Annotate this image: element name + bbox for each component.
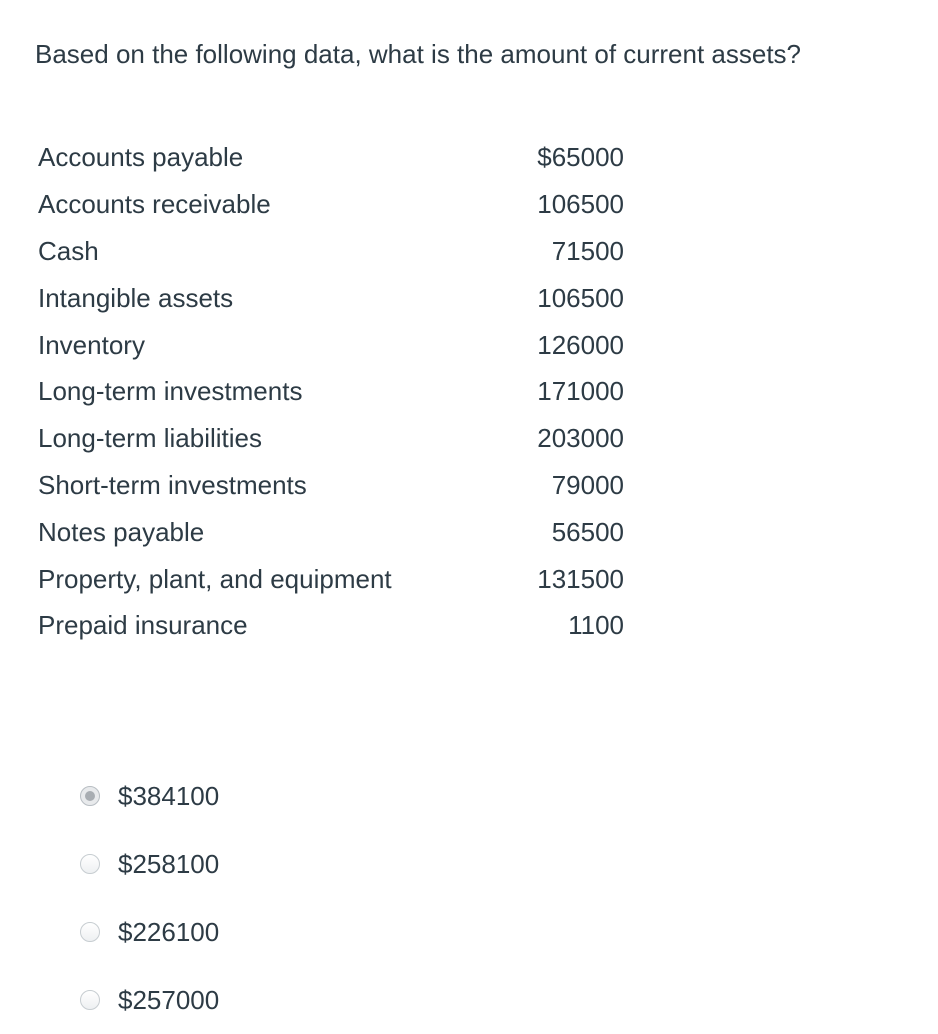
row-label: Prepaid insurance — [38, 610, 248, 641]
table-row — [38, 321, 624, 368]
row-value: $65000 — [537, 142, 624, 173]
row-value: 1100 — [568, 610, 624, 641]
radio-button[interactable] — [80, 854, 100, 874]
table-row — [38, 274, 624, 321]
row-label: Long-term investments — [38, 376, 303, 407]
table-row — [38, 368, 624, 415]
row-value: 106500 — [537, 282, 624, 313]
answer-option-2[interactable] — [80, 830, 219, 898]
answer-options — [80, 762, 219, 1034]
row-value: 126000 — [537, 329, 624, 360]
table-row — [38, 228, 624, 275]
row-value: 171000 — [537, 376, 624, 407]
table-row — [38, 462, 624, 509]
answer-label[interactable]: $258100 — [118, 849, 220, 879]
row-value: 106500 — [537, 189, 624, 220]
row-value: 79000 — [551, 469, 624, 500]
row-label: Intangible assets — [38, 282, 234, 313]
row-value: 56500 — [551, 516, 624, 547]
answer-label[interactable]: $226100 — [118, 917, 220, 947]
answer-label[interactable]: $257000 — [118, 985, 220, 1015]
radio-button-selected[interactable] — [80, 786, 100, 806]
table-row — [38, 415, 624, 462]
table-row — [38, 508, 624, 555]
data-table — [38, 134, 624, 649]
row-label: Property, plant, and equipment — [38, 563, 392, 594]
row-label: Inventory — [38, 329, 145, 360]
table-row — [38, 602, 624, 649]
row-label: Accounts payable — [38, 142, 244, 173]
row-label: Notes payable — [38, 516, 205, 547]
row-value: 71500 — [551, 235, 624, 266]
row-value: 203000 — [537, 423, 624, 454]
radio-button[interactable] — [80, 922, 100, 942]
answer-label[interactable]: $384100 — [118, 781, 220, 811]
answer-option-1[interactable] — [80, 762, 219, 830]
table-row — [38, 134, 624, 181]
answer-option-3[interactable] — [80, 898, 219, 966]
table-row — [38, 181, 624, 228]
row-label: Short-term investments — [38, 469, 307, 500]
question-text: Based on the following data, what is the amount of current assets? — [35, 39, 802, 69]
radio-button[interactable] — [80, 990, 100, 1010]
row-value: 131500 — [537, 563, 624, 594]
row-label: Accounts receivable — [38, 189, 271, 220]
row-label: Long-term liabilities — [38, 423, 262, 454]
table-row — [38, 555, 624, 602]
row-label: Cash — [38, 235, 99, 266]
